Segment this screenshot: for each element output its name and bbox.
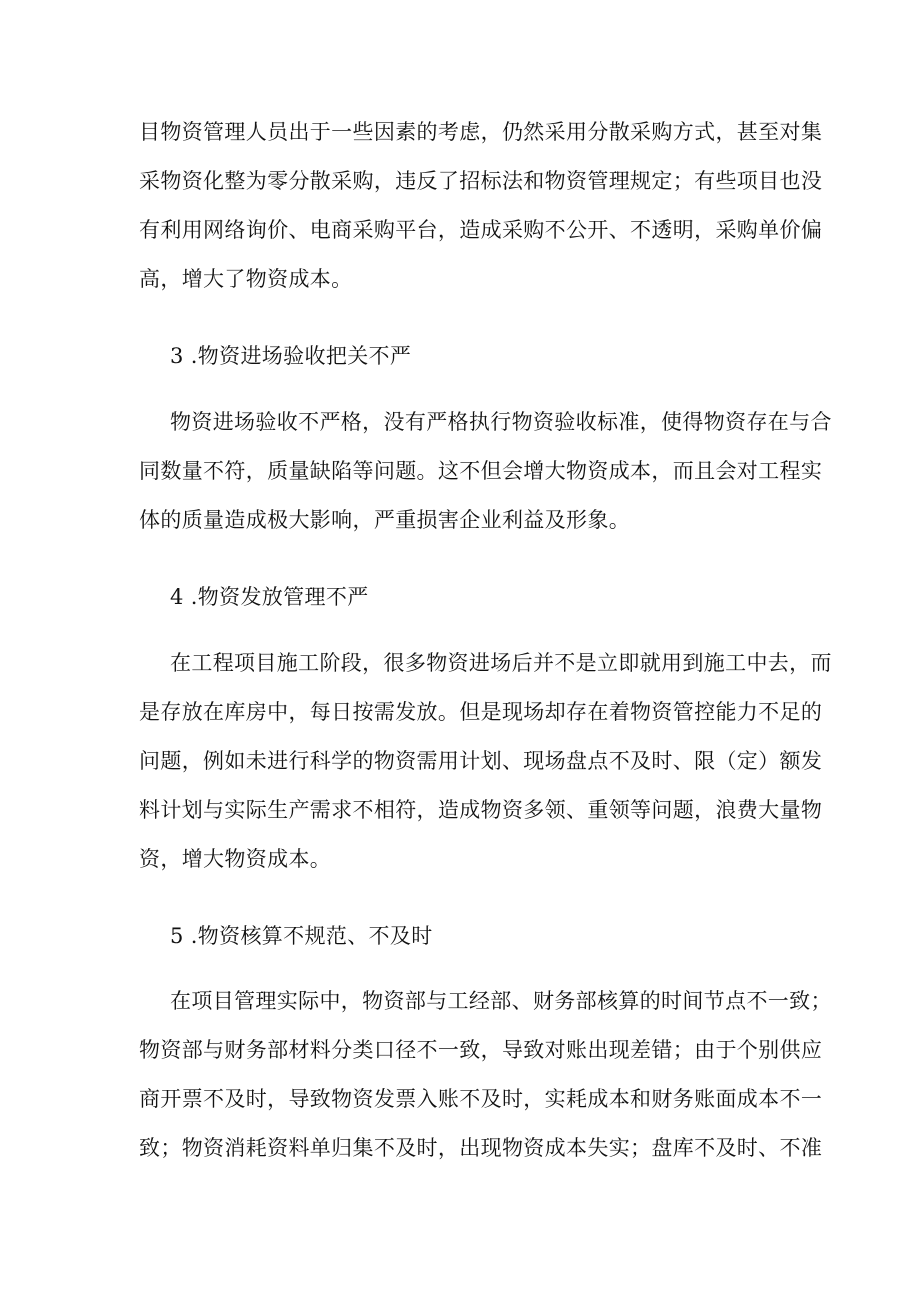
paragraph-line: 商开票不及时，导致物资发票入账不及时，实耗成本和财务账面成本不一 xyxy=(139,1087,823,1111)
paragraph-line: 高，增大了物资成本。 xyxy=(139,267,353,291)
section-heading-3: 3 .物资进场验收把关不严 xyxy=(170,344,412,368)
section-heading-4: 4 .物资发放管理不严 xyxy=(170,585,369,609)
paragraph-line: 体的质量造成极大影响，严重损害企业利益及形象。 xyxy=(139,508,631,532)
paragraph-line: 是存放在库房中，每日按需发放。但是现场却存在着物资管控能力不足的 xyxy=(139,700,823,724)
paragraph-line: 有利用网络询价、电商采购平台，造成采购不公开、不透明，采购单价偏 xyxy=(139,218,823,242)
paragraph-line: 同数量不符，质量缺陷等问题。这不但会增大物资成本，而且会对工程实 xyxy=(139,459,823,483)
paragraph-line: 在工程项目施工阶段，很多物资进场后并不是立即就用到施工中去，而 xyxy=(170,651,832,675)
paragraph-line: 问题，例如未进行科学的物资需用计划、现场盘点不及时、限（定）额发 xyxy=(139,749,823,773)
paragraph-line: 目物资管理人员出于一些因素的考虑，仍然采用分散采购方式，甚至对集 xyxy=(139,120,823,144)
section-heading-5: 5 .物资核算不规范、不及时 xyxy=(170,924,433,948)
paragraph-line: 料计划与实际生产需求不相符，造成物资多领、重领等问题，浪费大量物 xyxy=(139,798,823,822)
paragraph-line: 采物资化整为零分散采购，违反了招标法和物资管理规定；有些项目也没 xyxy=(139,169,823,193)
paragraph-line: 资，增大物资成本。 xyxy=(139,847,332,871)
paragraph-line: 物资部与财务部材料分类口径不一致，导致对账出现差错；由于个别供应 xyxy=(139,1038,823,1062)
paragraph-line: 致；物资消耗资料单归集不及时，出现物资成本失实；盘库不及时、不准 xyxy=(139,1136,823,1160)
paragraph-line: 物资进场验收不严格，没有严格执行物资验收标准，使得物资存在与合 xyxy=(170,410,832,434)
paragraph-line: 在项目管理实际中，物资部与工经部、财务部核算的时间节点不一致； xyxy=(170,989,832,1013)
